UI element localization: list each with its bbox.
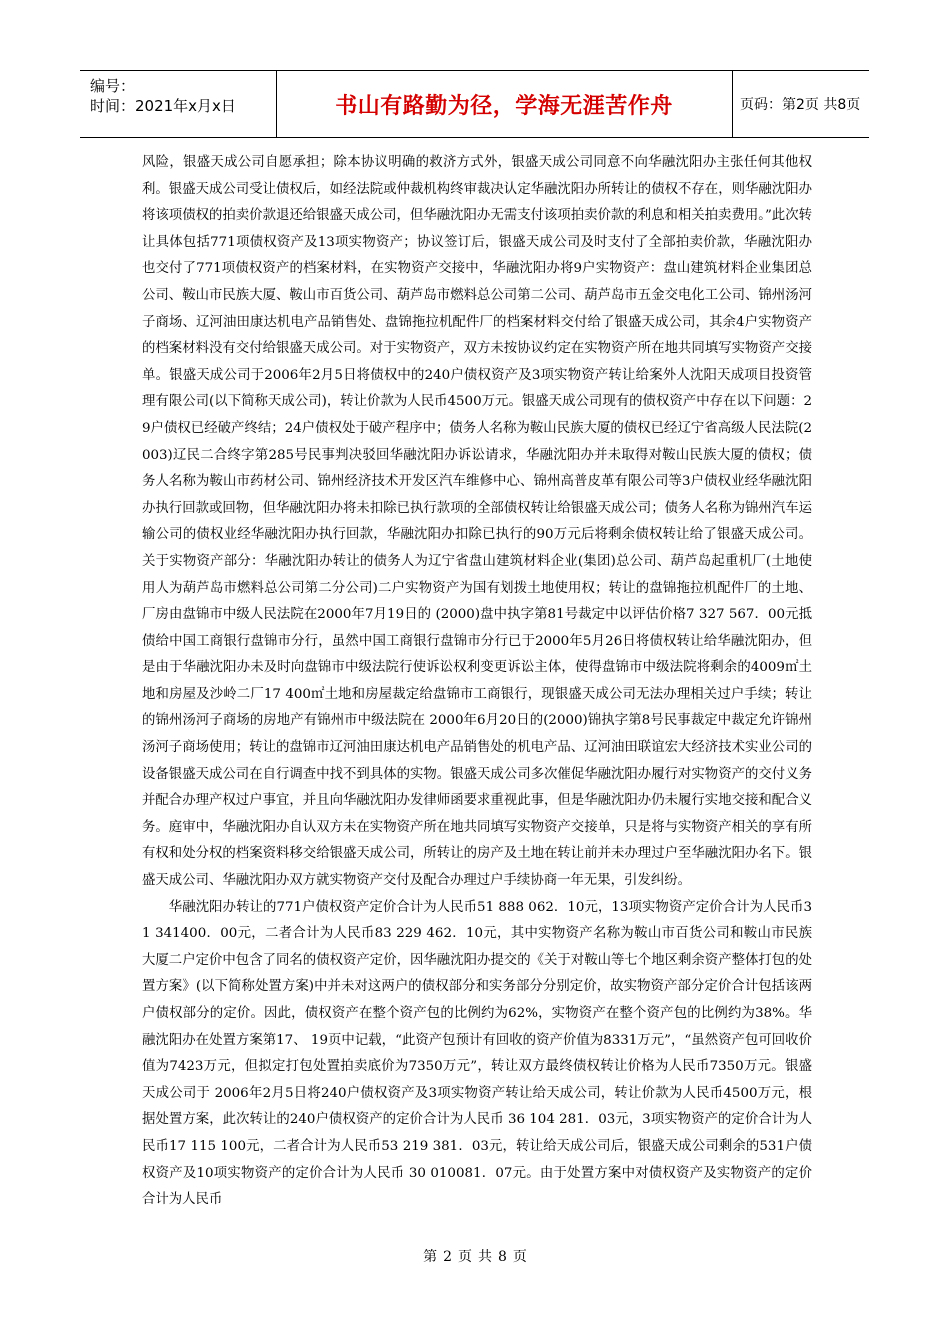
- header-motto: 书山有路勤为径，学海无涯苦作舟: [335, 93, 673, 119]
- footer-total-unit: 页: [512, 1249, 527, 1265]
- document-date-label: 时间：2021年x月x日: [90, 97, 236, 115]
- page-footer: [0, 1246, 950, 1266]
- page-header: [80, 70, 869, 138]
- body-paragraph: 华融沈阳办转让的771户债权资产定价合计为人民币51 888 062．10元，13项实物资产定价合计为人民币31 341400．00元，二者合计为人民币83 229 462．10元，其中实物资产名称为鞍山市百货公司和鞍山市民族大厦二户定价中包含了同名的债权资产定价，因华融沈阳办提交的《关于对鞍山等七个地区剩余资产整体打包的处置方案》(以下简称处置方案)中并未对这两户的债权部分和实务部分分别定价，故实物资产部分定价合计包括该两户债权部分的定价。因此，债权资产在整个资产包的比例约为62%，实物资产在整个资产包的比例约为38%。华融沈阳办在处置方案第17、 19页中记载，“此资产包预计有回收的资产价值为8331万元”，“虽然资产包可回收价值为7423万元，但拟定打包处置拍卖底价为7350万元”，转让双方最终债权转让价格为人民币7350万元。银盛天成公司于 2006年2月5日将240户债权资产及3项实物资产转让给天成公司，转让价款为人民币4500万元，根据处置方案，此次转让的240户债权资产的定价合计为人民币 36 104 281．03元，3项实物资产的定价合计为人民币17 115 100元，二者合计为人民币53 219 381．03元，转让给天成公司后，银盛天成公司剩余的531户债权资产及10项实物资产的定价合计为人民币 30 010081．07元。由于处置方案中对债权资产及实物资产的定价合计为人民币: [142, 899, 812, 1208]
- header-page-cell: [732, 71, 869, 137]
- body-paragraph: 风险，银盛天成公司自愿承担；除本协议明确的救济方式外，银盛天成公司同意不向华融沈阳办主张任何其他权利。银盛天成公司受让债权后，如经法院或仲裁机构终审裁决认定华融沈阳办所转让的债权不存在，则华融沈阳办将该项债权的拍卖价款退还给银盛天成公司，但华融沈阳办无需支付该项拍卖价款的利息和相关拍卖费用。”此次转让具体包括771项债权资产及13项实物资产；协议签订后，银盛天成公司及时支付了全部拍卖价款，华融沈阳办也交付了771项债权资产的档案材料，在实物资产交接中，华融沈阳办将9户实物资产：盘山建筑材料企业集团总公司、鞍山市民族大厦、鞍山市百货公司、葫芦岛市燃料总公司第二公司、葫芦岛市五金交电化工公司、锦州汤河子商场、辽河油田康达机电产品销售处、盘锦拖拉机配件厂的档案材料交付给了银盛天成公司，其余4户实物资产的档案材料没有交付给银盛天成公司。对于实物资产，双方未按协议约定在实物资产所在地共同填写实物资产交接单。银盛天成公司于2006年2月5日将债权中的240户债权资产及3项实物资产转让给案外人沈阳天成项目投资管理有限公司(以下简称天成公司)，转让价款为人民币4500万元。银盛天成公司现有的债权资产中存在以下问题：29户债权已经破产终结；24户债权处于破产程序中；债务人名称为鞍山民族大厦的债权已经辽宁省高级人民法院(2003)辽民二合终字第285号民事判决驳回华融沈阳办诉讼请求，华融沈阳办并未取得对鞍山民族大厦的债权；债务人名称为鞍山市药材公司、锦州经济技术开发区汽车维修中心、锦州高普皮革有限公司等3户债权业经华融沈阳办执行回款或回物，但华融沈阳办将未扣除已执行款项的全部债权转让给银盛天成公司；债务人名称为锦州汽车运输公司的债权业经华融沈阳办执行回款，华融沈阳办扣除已执行的90万元后将剩余债权转让给了银盛天成公司。关于实物资产部分：华融沈阳办转让的债务人为辽宁省盘山建筑材料企业(集团)总公司、葫芦岛起重机厂(土地使用人为葫芦岛市燃料总公司第二分公司)二户实物资产为国有划拨土地使用权；转让的盘锦拖拉机配件厂的土地、厂房由盘锦市中级人民法院在2000年7月19日的 (2000)盘中执字第81号裁定中以评估价格7 327 567．00元抵债给中国工商银行盘锦市分行，虽然中国工商银行盘锦市分行已于2000年5月26日将债权转让给华融沈阳办，但是由于华融沈阳办未及时向盘锦市中级法院行使诉讼权利变更诉讼主体，使得盘锦市中级法院将剩余的4009㎡土地和房屋及沙岭二厂17 400㎡土地和房屋裁定给盘锦市工商银行，现银盛天成公司无法办理相关过户手续；转让的锦州汤河子商场的房地产有锦州市中级法院在 2000年6月20日的(2000)锦执字第8号民事裁定中裁定允许锦州汤河子商场使用；转让的盘锦市辽河油田康达机电产品销售处的机电产品、辽河油田联谊宏大经济技术实业公司的设备银盛天成公司在自行调查中找不到具体的实物。银盛天成公司多次催促华融沈阳办履行对实物资产的交付义务并配合办理产权过户事宜，并且向华融沈阳办发律师函要求重视此事，但是华融沈阳办仍未履行实地交接和配合义务。庭审中，华融沈阳办自认双方未在实物资产所在地共同填写实物资产交接单，只是将与实物资产相关的享有所有权和处分权的档案资料移交给银盛天成公司，所转让的房产及土地在转让前并未办理过户至华融沈阳办名下。银盛天成公司、华融沈阳办双方就实物资产交付及配合办理过户手续协商一年无果，引发纠纷。: [142, 155, 812, 889]
- document-number-label: 编号：: [90, 77, 136, 95]
- header-left-cell: [80, 71, 277, 137]
- header-page-code: 页码：第2页 共8页: [740, 97, 861, 113]
- footer-page-unit: 页: [458, 1249, 472, 1265]
- document-body: [142, 150, 812, 1214]
- footer-page-word: 第: [423, 1249, 438, 1265]
- footer-total-word: 共: [478, 1249, 492, 1265]
- footer-total-number: 8: [498, 1249, 507, 1265]
- footer-page-number: 2: [443, 1249, 452, 1265]
- header-motto-cell: [276, 71, 733, 137]
